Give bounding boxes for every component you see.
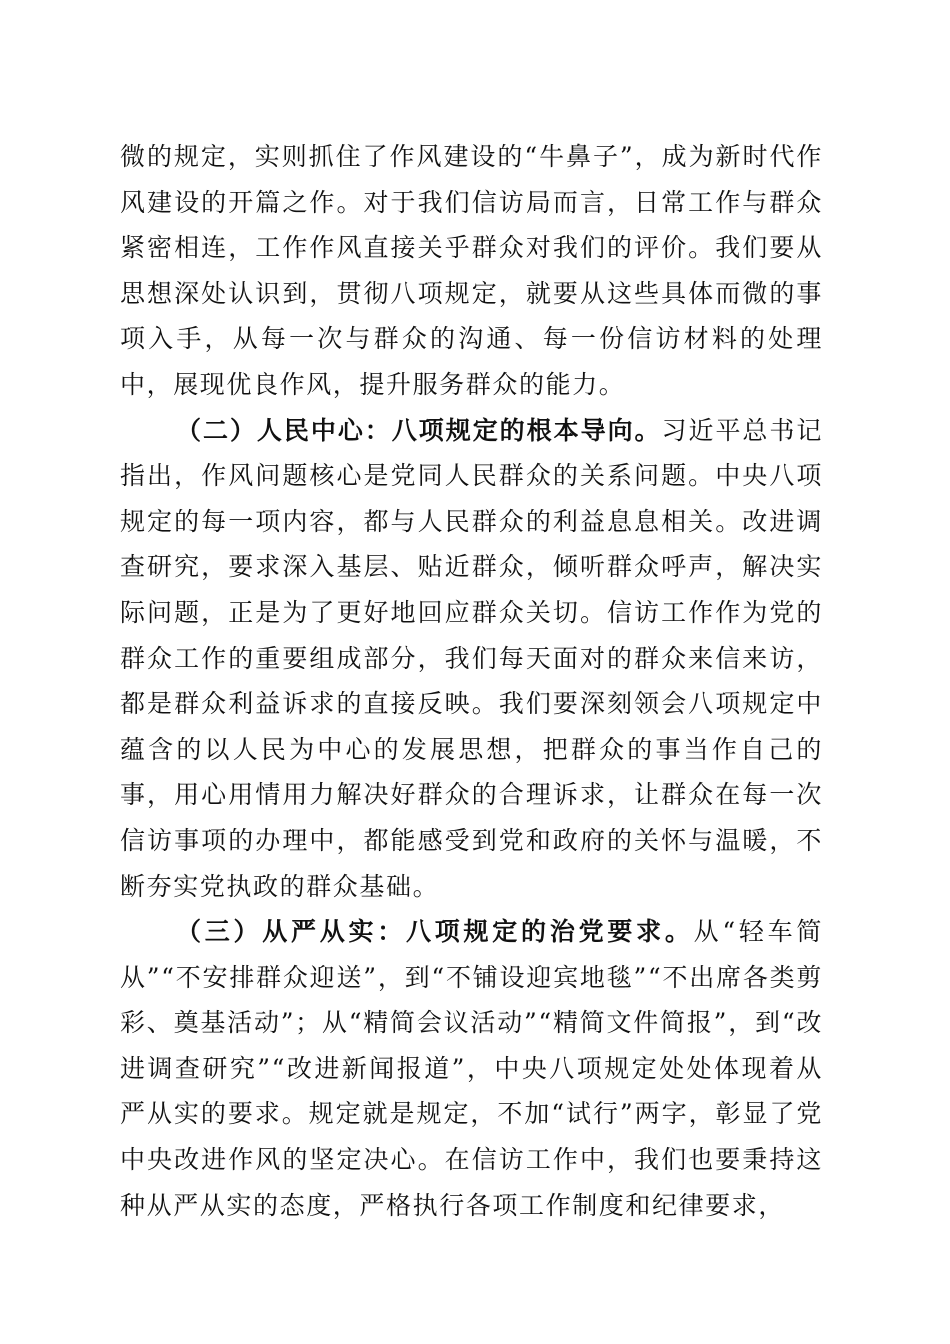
paragraph-continuation xyxy=(120,134,823,408)
paragraph-strict-practical xyxy=(120,909,823,1228)
paragraph-body: 从“轻车简从”“不安排群众迎送”，到“不铺设迎宾地毯”“不出席各类剪彩、奠基活动”；从“精简会议活动”“精简文件简报”，到“改进调查研究”“改进新闻报道”，中央八项规定处处体现着从严从实的要求。规定就是规定，不加“试行”两字，彰显了党中央改进作风的坚定决心。在信访工作中，我们也要秉持这种从严从实的态度，严格执行各项工作制度和纪律要求， xyxy=(120,917,823,1220)
paragraph-body: 微的规定，实则抓住了作风建设的“牛鼻子”，成为新时代作风建设的开篇之作。对于我们信访局而言，日常工作与群众紧密相连，工作作风直接关乎群众对我们的评价。我们要从思想深处认识到，贯彻八项规定，就要从这些具体而微的事项入手，从每一次与群众的沟通、每一份信访材料的处理中，展现优良作风，提升服务群众的能力。 xyxy=(120,142,823,399)
document-body xyxy=(120,134,823,1228)
section-heading-strict-practical: （三）从严从实：八项规定的治党要求。 xyxy=(176,917,694,947)
paragraph-body: 习近平总书记指出，作风问题核心是党同人民群众的关系问题。中央八项规定的每一项内容，都与人民群众的利益息息相关。改进调查研究，要求深入基层、贴近群众，倾听群众呼声，解决实际问题，正是为了更好地回应群众关切。信访工作作为党的群众工作的重要组成部分，我们每天面对的群众来信来访，都是群众利益诉求的直接反映。我们要深刻领会八项规定中蕴含的以人民为中心的发展思想，把群众的事当作自己的事，用心用情用力解决好群众的合理诉求，让群众在每一次信访事项的办理中，都能感受到党和政府的关怀与温暖，不断夯实党执政的群众基础。 xyxy=(120,415,823,901)
section-heading-people-centered: （二）人民中心：八项规定的根本导向。 xyxy=(176,415,662,445)
paragraph-people-centered xyxy=(120,408,823,910)
